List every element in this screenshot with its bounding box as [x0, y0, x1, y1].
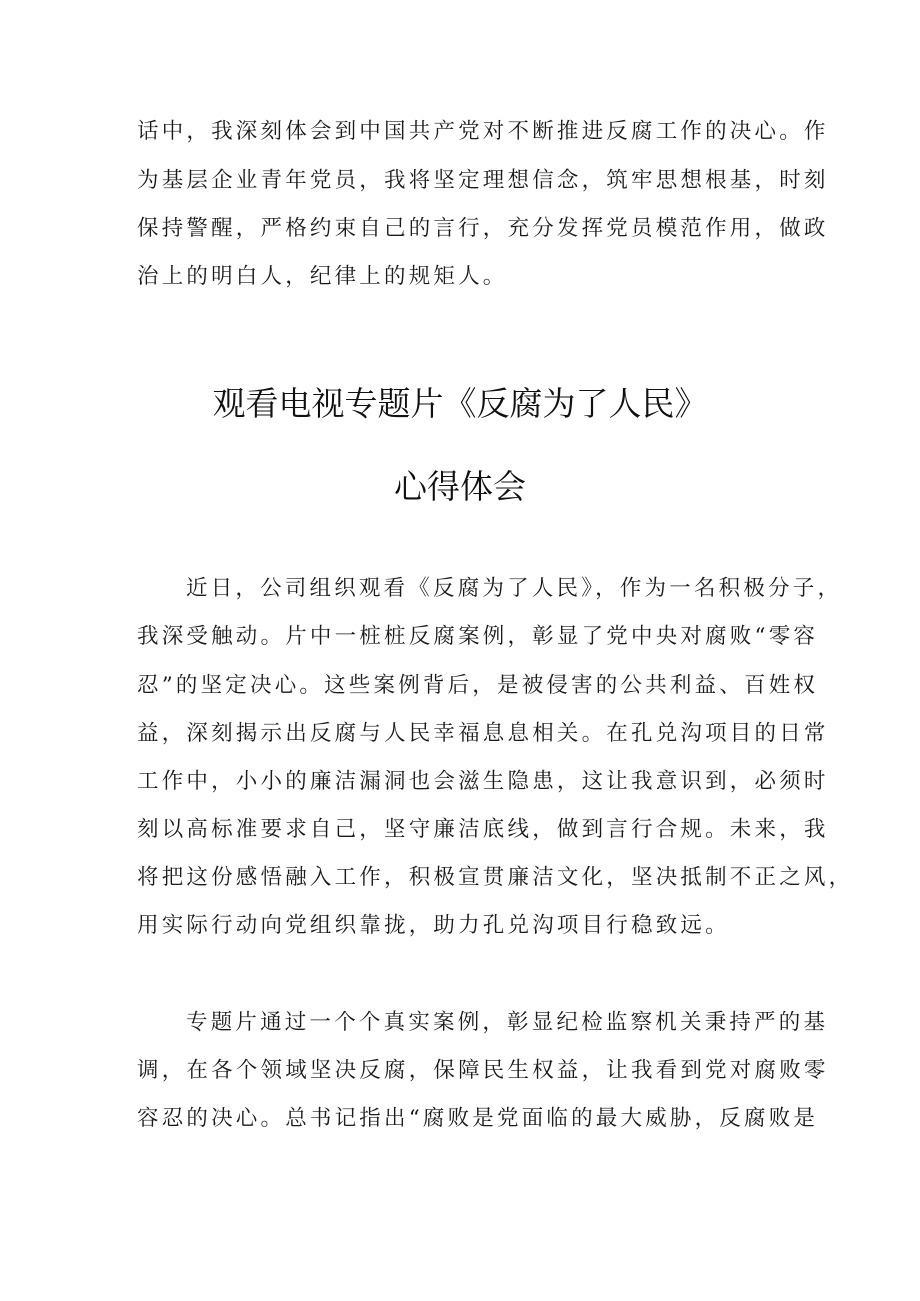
- text-line: 用实际行动向党组织靠拢，助力孔兑沟项目行稳致远。: [137, 913, 730, 938]
- text-line: 将把这份感悟融入工作，积极宣贯廉洁文化，坚决抵制不正之风，: [137, 865, 854, 890]
- text-line: 专题片通过一个个真实案例，彰显纪检监察机关秉持严的基: [186, 1010, 829, 1035]
- text-line: 我深受触动。片中一桩桩反腐案例，彰显了党中央对腐败“零容: [137, 624, 819, 649]
- text-line: 近日，公司组织观看《反腐为了人民》，作为一名积极分子，: [186, 576, 843, 601]
- heading-title: 观看电视专题片《反腐为了人民》: [212, 384, 708, 423]
- text-line: 益，深刻揭示出反腐与人民幸福息息相关。在孔兑沟项目的日常: [137, 721, 829, 746]
- text-line: 话中，我深刻体会到中国共产党对不断推进反腐工作的决心。作: [137, 119, 829, 144]
- text-line: 忍”的坚定决心。这些案例背后，是被侵害的公共利益、百姓权: [137, 673, 819, 698]
- text-line: 容忍的决心。总书记指出“腐败是党面临的最大威胁，反腐败是: [137, 1106, 819, 1131]
- text-line: 为基层企业青年党员，我将坚定理想信念，筑牢思想根基，时刻: [137, 168, 829, 193]
- text-line: 保持警醒，严格约束自己的言行，充分发挥党员模范作用，做政: [137, 216, 829, 241]
- text-line: 刻以高标准要求自己，坚守廉洁底线，做到言行合规。未来，我: [137, 817, 829, 842]
- text-line: 工作中，小小的廉洁漏洞也会滋生隐患，这让我意识到，必须时: [137, 769, 829, 794]
- text-line: 调，在各个领域坚决反腐，保障民生权益，让我看到党对腐败零: [137, 1058, 829, 1083]
- text-line: 治上的明白人，纪律上的规矩人。: [137, 264, 508, 289]
- heading-subtitle: 心得体会: [394, 467, 526, 506]
